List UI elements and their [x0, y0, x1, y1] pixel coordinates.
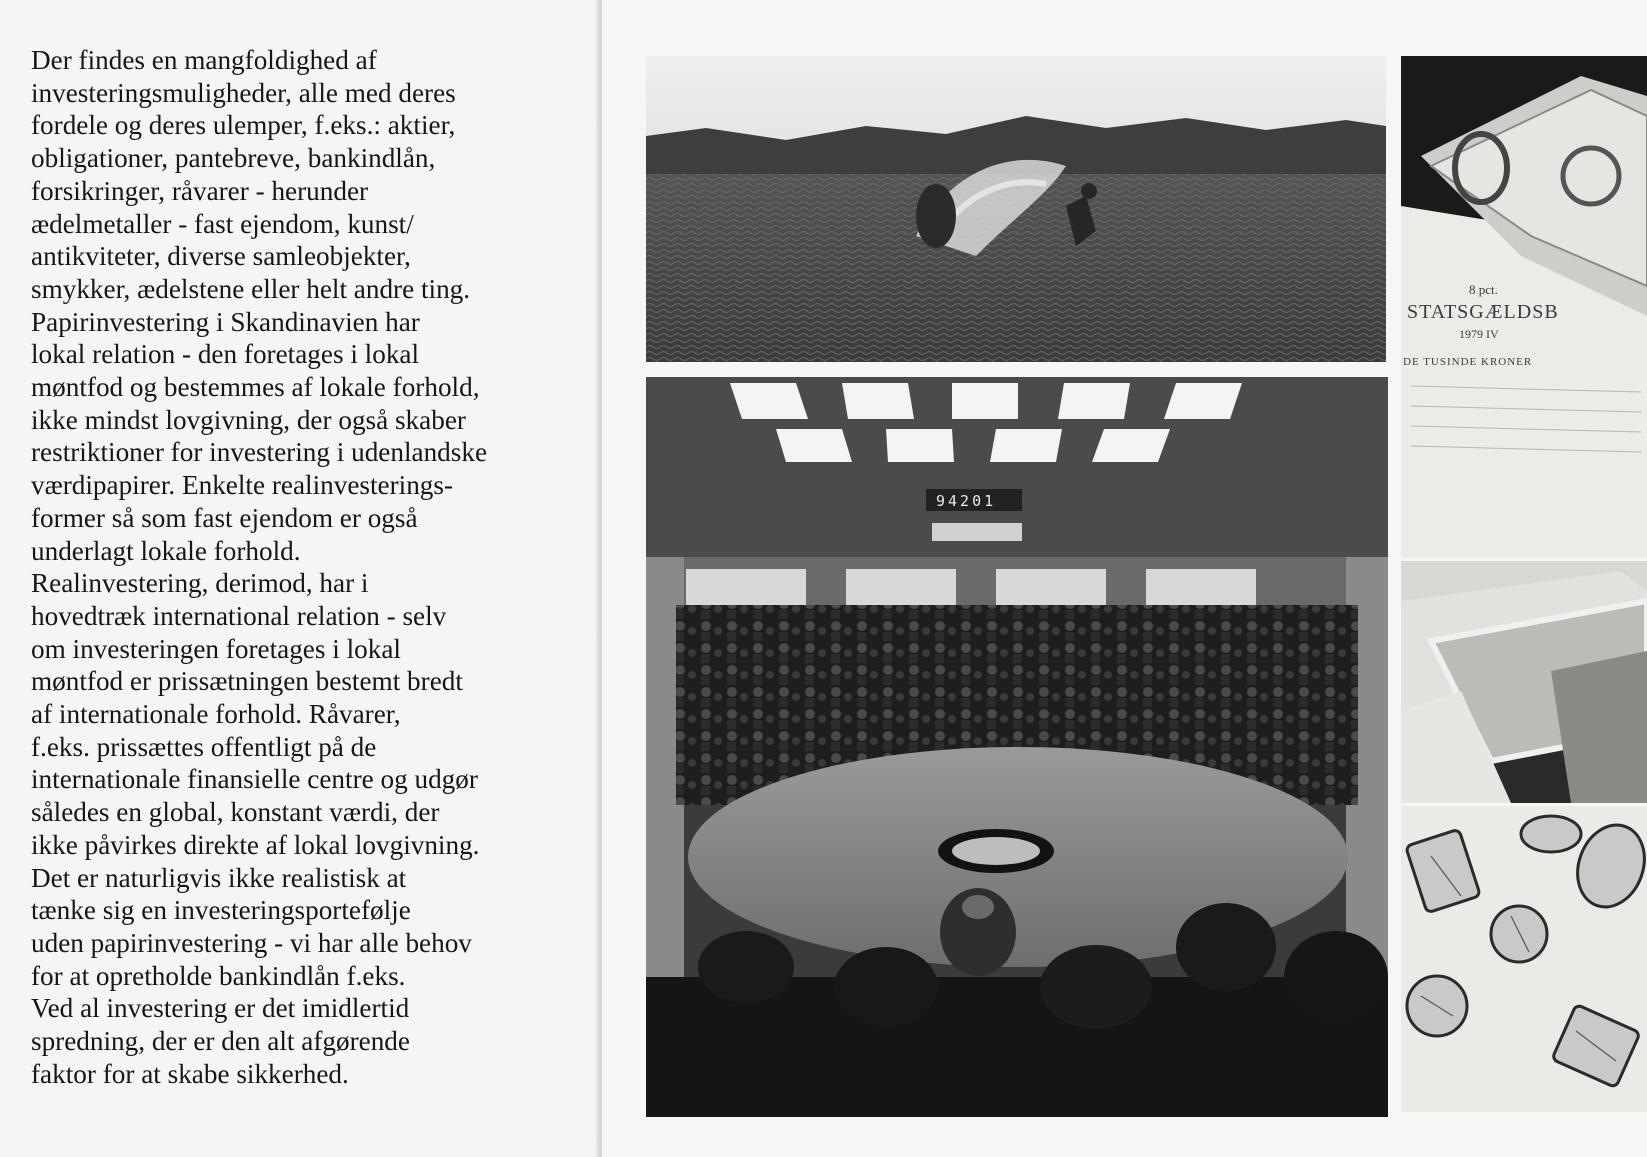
- text-line: om investeringen foretages i lokal: [31, 633, 401, 664]
- text-line: møntfod er prissætningen bestemt bredt: [31, 666, 463, 697]
- text-line: spredning, der er den alt afgørende: [31, 1026, 410, 1057]
- text-line: Papirinvestering i Skandinavien har: [31, 306, 420, 337]
- text-line: f.eks. prissættes offentligt på de: [31, 731, 377, 762]
- text-line: Realinvestering, derimod, har i: [31, 568, 369, 599]
- bond-rate: 8 pct.: [1469, 282, 1498, 297]
- text-line: underlagt lokale forhold.: [31, 535, 301, 566]
- bond-value: DE TUSINDE KRONER: [1403, 356, 1533, 368]
- text-line: tænke sig en investeringsportefølje: [31, 895, 411, 926]
- stock-exchange-photo: [646, 377, 1388, 1117]
- text-line: ædelmetaller - fast ejendom, kunst/: [31, 208, 414, 239]
- text-line: af internationale forhold. Råvarer,: [31, 699, 401, 730]
- text-line: Det er naturligvis ikke realistisk at: [31, 862, 407, 893]
- waterski-photo: [646, 56, 1386, 362]
- diamonds-photo: [1401, 806, 1647, 1112]
- text-line: uden papirinvestering - vi har alle behov: [31, 927, 472, 958]
- text-line: Ved al investering er det imidlertid: [31, 993, 410, 1024]
- bonds-photo: [1401, 56, 1647, 558]
- text-line: restriktioner for investering i udenlandske: [31, 437, 488, 468]
- bond-year: 1979 IV: [1459, 327, 1499, 341]
- text-line: møntfod og bestemmes af lokale forhold,: [31, 372, 480, 403]
- text-line: obligationer, pantebreve, bankindlån,: [31, 143, 436, 174]
- text-line: ikke påvirkes direkte af lokal lovgivning.: [31, 829, 480, 860]
- text-line: forsikringer, råvarer - herunder: [31, 175, 369, 206]
- text-line: smykker, ædelstene eller helt andre ting.: [31, 273, 471, 304]
- text-line: Der findes en mangfoldighed af: [31, 45, 377, 75]
- left-page: [0, 0, 600, 1157]
- text-line: fordele og deres ulemper, f.eks.: aktier,: [31, 110, 456, 141]
- certificates-photo: [1401, 561, 1647, 803]
- text-line: ikke mindst lovgivning, der også skaber: [31, 404, 466, 435]
- text-line: lokal relation - den foretages i lokal: [31, 339, 420, 370]
- body-text: [31, 44, 571, 1091]
- text-line: investeringsmuligheder, alle med deres: [31, 77, 456, 108]
- text-line: således en global, konstant værdi, der: [31, 797, 440, 828]
- board-number: 94201: [936, 492, 997, 510]
- text-line: former så som fast ejendom er også: [31, 502, 418, 533]
- text-line: internationale finansielle centre og udgør: [31, 764, 478, 795]
- text-line: faktor for at skabe sikkerhed.: [31, 1058, 349, 1089]
- bond-title: STATSGÆLDSB: [1407, 301, 1559, 323]
- text-line: antikviteter, diverse samleobjekter,: [31, 241, 411, 272]
- text-line: hovedtræk international relation - selv: [31, 600, 447, 631]
- text-line: værdipapirer. Enkelte realinvesterings-: [31, 470, 454, 501]
- text-line: for at opretholde bankindlån f.eks.: [31, 960, 406, 991]
